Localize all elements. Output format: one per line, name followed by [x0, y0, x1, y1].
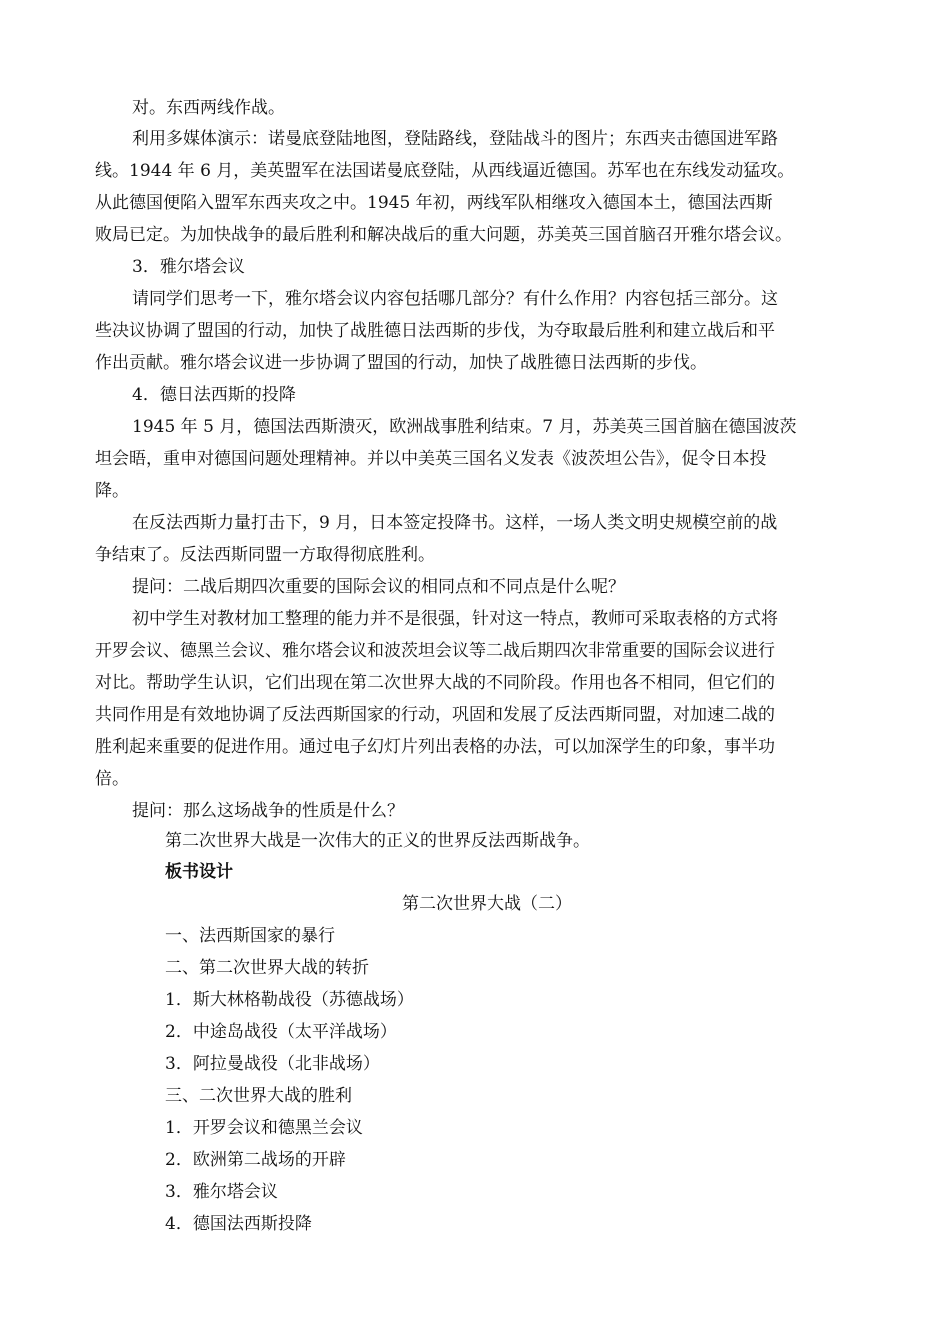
- body-line: 坦会晤，重申对德国问题处理精神。并以中美英三国名义发表《波茨坦公告》，促令日本投: [95, 449, 767, 469]
- board-item: 4．德国法西斯投降: [165, 1214, 312, 1234]
- body-line: 胜利起来重要的促进作用。通过电子幻灯片列出表格的办法，可以加深学生的印象，事半功: [95, 737, 775, 757]
- body-line: 线。1944 年 6 月，美英盟军在法国诺曼底登陆，从西线逼近德国。苏军也在东线发动猛攻。: [95, 161, 795, 181]
- body-line: 请同学们思考一下，雅尔塔会议内容包括哪几部分？有什么作用？内容包括三部分。这: [132, 289, 778, 309]
- body-line: 开罗会议、德黑兰会议、雅尔塔会议和波茨坦会议等二战后期四次非常重要的国际会议进行: [95, 641, 775, 661]
- body-line: 利用多媒体演示：诺曼底登陆地图，登陆路线，登陆战斗的图片；东西夹击德国进军路: [132, 129, 778, 149]
- body-line: 些决议协调了盟国的行动，加快了战胜德日法西斯的步伐，为夺取最后胜利和建立战后和平: [95, 321, 775, 341]
- board-item: 3．雅尔塔会议: [165, 1182, 278, 1202]
- board-item: 一、法西斯国家的暴行: [165, 926, 335, 946]
- board-item: 1．开罗会议和德黑兰会议: [165, 1118, 363, 1138]
- body-line: 3．雅尔塔会议: [132, 257, 245, 277]
- board-item: 三、二次世界大战的胜利: [165, 1086, 352, 1106]
- board-title: 第二次世界大战（二）: [402, 894, 572, 914]
- body-line: 降。: [95, 481, 129, 501]
- board-item: 2．欧洲第二战场的开辟: [165, 1150, 346, 1170]
- board-heading: 板书设计: [165, 862, 233, 882]
- body-line: 提问：二战后期四次重要的国际会议的相同点和不同点是什么呢？: [132, 577, 625, 597]
- body-line: 4．德日法西斯的投降: [132, 385, 296, 405]
- body-line: 第二次世界大战是一次伟大的正义的世界反法西斯战争。: [165, 831, 590, 851]
- body-line: 倍。: [95, 769, 129, 789]
- board-item: 2．中途岛战役（太平洋战场）: [165, 1022, 397, 1042]
- body-line: 提问：那么这场战争的性质是什么？: [132, 801, 404, 821]
- body-line: 作出贡献。雅尔塔会议进一步协调了盟国的行动，加快了战胜德日法西斯的步伐。: [95, 353, 707, 373]
- body-line: 从此德国便陷入盟军东西夹攻之中。1945 年初，两线军队相继攻入德国本土，德国法西斯: [95, 193, 773, 213]
- board-item: 3．阿拉曼战役（北非战场）: [165, 1054, 380, 1074]
- body-line: 共同作用是有效地协调了反法西斯国家的行动，巩固和发展了反法西斯同盟，对加速二战的: [95, 705, 775, 725]
- body-line: 对。东西两线作战。: [132, 98, 285, 118]
- body-line: 1945 年 5 月，德国法西斯溃灭，欧洲战事胜利结束。7 月，苏美英三国首脑在德国波茨: [132, 417, 797, 437]
- body-line: 初中学生对教材加工整理的能力并不是很强，针对这一特点，教师可采取表格的方式将: [132, 609, 778, 629]
- body-line: 对比。帮助学生认识，它们出现在第二次世界大战的不同阶段。作用也各不相同，但它们的: [95, 673, 775, 693]
- body-line: 败局已定。为加快战争的最后胜利和解决战后的重大问题，苏美英三国首脑召开雅尔塔会议。: [95, 225, 792, 245]
- board-item: 二、第二次世界大战的转折: [165, 958, 369, 978]
- body-line: 在反法西斯力量打击下，9 月，日本签定投降书。这样，一场人类文明史规模空前的战: [132, 513, 778, 533]
- board-item: 1．斯大林格勒战役（苏德战场）: [165, 990, 414, 1010]
- body-line: 争结束了。反法西斯同盟一方取得彻底胜利。: [95, 545, 435, 565]
